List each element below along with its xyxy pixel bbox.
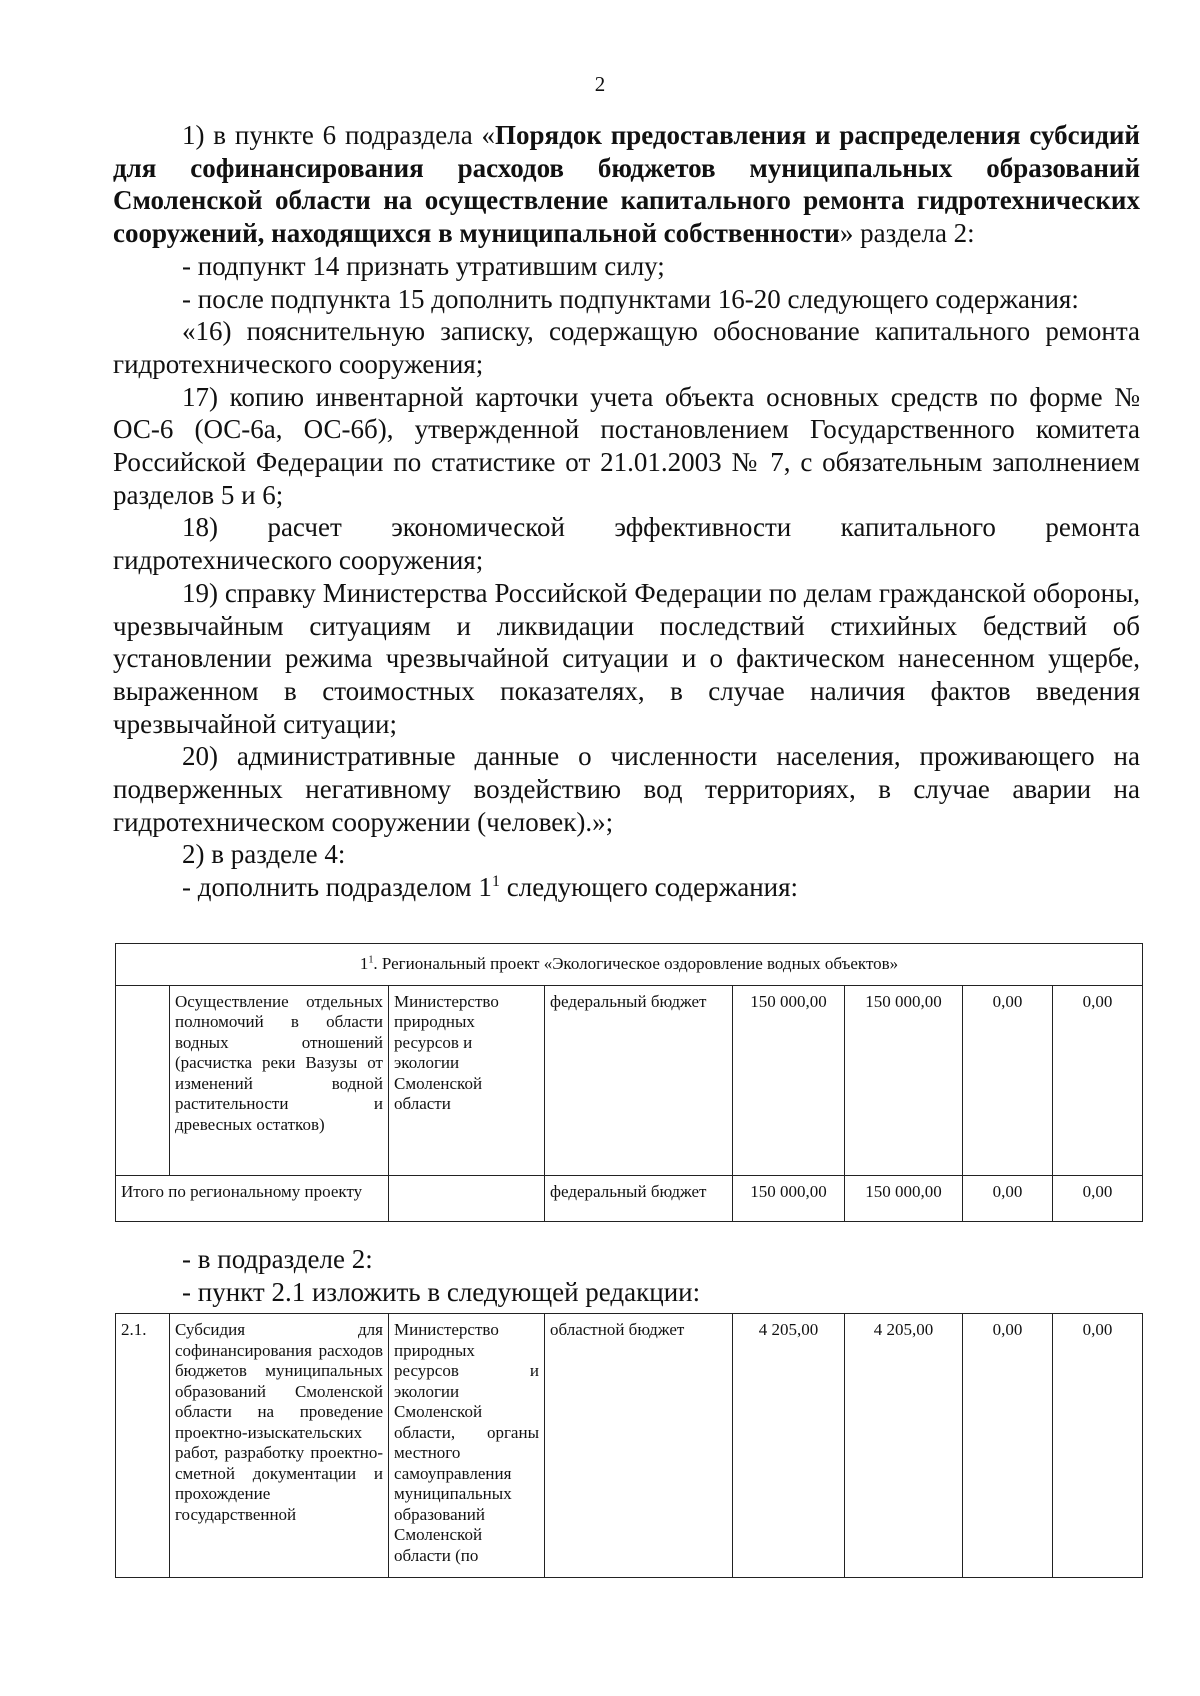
total-value-2: 150 000,00	[845, 1175, 963, 1221]
row-value-2: 4 205,00	[845, 1314, 963, 1578]
line-point-2-1: - пункт 2.1 изложить в следующей редакции:	[182, 1277, 701, 1307]
add-subsection-line	[113, 871, 1140, 904]
row-source: федеральный бюджет	[545, 985, 733, 1175]
table-caption	[116, 944, 1143, 986]
caption-text: . Региональный проект «Экологическое оздоровление водных объектов»	[373, 954, 899, 973]
row-value-1: 150 000,00	[733, 985, 845, 1175]
row-value-4: 0,00	[1053, 985, 1143, 1175]
subitem-20: 20) административные данные о численности населения, проживающего на подверженных негативному воздействию вод территориях, в случае аварии на гидротехническом сооружении (человек).»;	[113, 741, 1140, 837]
add-subsection-sup: 1	[491, 872, 500, 891]
add-subsection-prefix: - дополнить подразделом 1	[182, 872, 492, 903]
total-value-4: 0,00	[1053, 1175, 1143, 1221]
subsidy-table	[115, 1313, 1143, 1578]
item-1-prefix: 1) в пункте 6 подраздела «	[182, 120, 496, 150]
page-number: 2	[594, 72, 606, 96]
subitem-19: 19) справку Министерства Российской Федерации по делам гражданской обороны, чрезвычайным ситуациям и ликвидации последствий стихийных бедствий об установлении режима чрезвычайной ситуации и о фактическом нанесенном ущербе, выраженном в стоимостных показателях, в случае наличия фактов введения чрезвычайной ситуации;	[113, 577, 1140, 739]
row-value-4: 0,00	[1053, 1314, 1143, 1578]
subitem-18: 18) расчет экономической эффективности капитального ремонта гидротехнического сооружения;	[113, 512, 1140, 576]
row-value-2: 150 000,00	[845, 985, 963, 1175]
add-subsection-suffix: следующего содержания:	[500, 872, 799, 903]
table-row	[116, 985, 1143, 1175]
row-number	[116, 985, 170, 1175]
subitem-16: «16) пояснительную записку, содержащую обоснование капитального ремонта гидротехнического сооружения;	[113, 316, 1140, 379]
total-source: федеральный бюджет	[545, 1175, 733, 1221]
caption-sup: 1	[368, 954, 374, 966]
total-label: Итого по региональному проекту	[116, 1175, 389, 1221]
item-1-paragraph	[113, 119, 1140, 250]
item-1-bold-title: Порядок предоставления и распределения субсидий для софинансирования расходов бюджетов муниципальных образований Смоленской области на осуществление капитального ремонта гидротехнических сооружений, находящихся в муниципальной собственности	[113, 120, 1140, 249]
total-executor	[389, 1175, 545, 1221]
total-value-3: 0,00	[963, 1175, 1053, 1221]
caption-number: 1	[359, 954, 369, 973]
line-subsection-2: - в подразделе 2:	[182, 1244, 373, 1274]
line-subitem-14: - подпункт 14 признать утратившим силу;	[182, 250, 665, 281]
row-source: областной бюджет	[545, 1314, 733, 1578]
regional-project-table	[115, 943, 1143, 1222]
table-row	[116, 1314, 1143, 1578]
row-value-1: 4 205,00	[733, 1314, 845, 1578]
row-value-3: 0,00	[963, 985, 1053, 1175]
body-text	[113, 119, 1140, 904]
row-number: 2.1.	[116, 1314, 170, 1578]
line-subitem-15: - после подпункта 15 дополнить подпунктами 16-20 следующего содержания:	[182, 283, 1079, 314]
row-executor: Министерство природных ресурсов и экологии Смоленской области, органы местного самоуправления муниципальных образований Смоленской области (по	[389, 1314, 545, 1578]
row-executor: Министерство природных ресурсов и экологии Смоленской области	[389, 985, 545, 1175]
subitem-17: 17) копию инвентарной карточки учета объекта основных средств по форме № ОС-6 (ОС-6а, ОС-6б), утвержденной постановлением Государственного комитета Российской Федерации по статистике от 21.01.2003 № 7, с обязательным заполнением разделов 5 и 6;	[113, 381, 1140, 510]
total-value-1: 150 000,00	[733, 1175, 845, 1221]
row-name: Субсидия для софинансирования расходов бюджетов муниципальных образований Смоленской области на проведение проектно-изыскательских работ, разработку проектно-сметной документации и прохождение государственной	[170, 1314, 389, 1578]
row-name: Осуществление отдельных полномочий в области водных отношений (расчистка реки Вазузы от изменений водной растительности и древесных остатков)	[170, 985, 389, 1175]
table-caption-row	[116, 944, 1143, 986]
table-total-row	[116, 1175, 1143, 1221]
item-1-suffix: » раздела 2:	[839, 218, 975, 249]
item-2: 2) в разделе 4:	[182, 839, 346, 870]
row-value-3: 0,00	[963, 1314, 1053, 1578]
